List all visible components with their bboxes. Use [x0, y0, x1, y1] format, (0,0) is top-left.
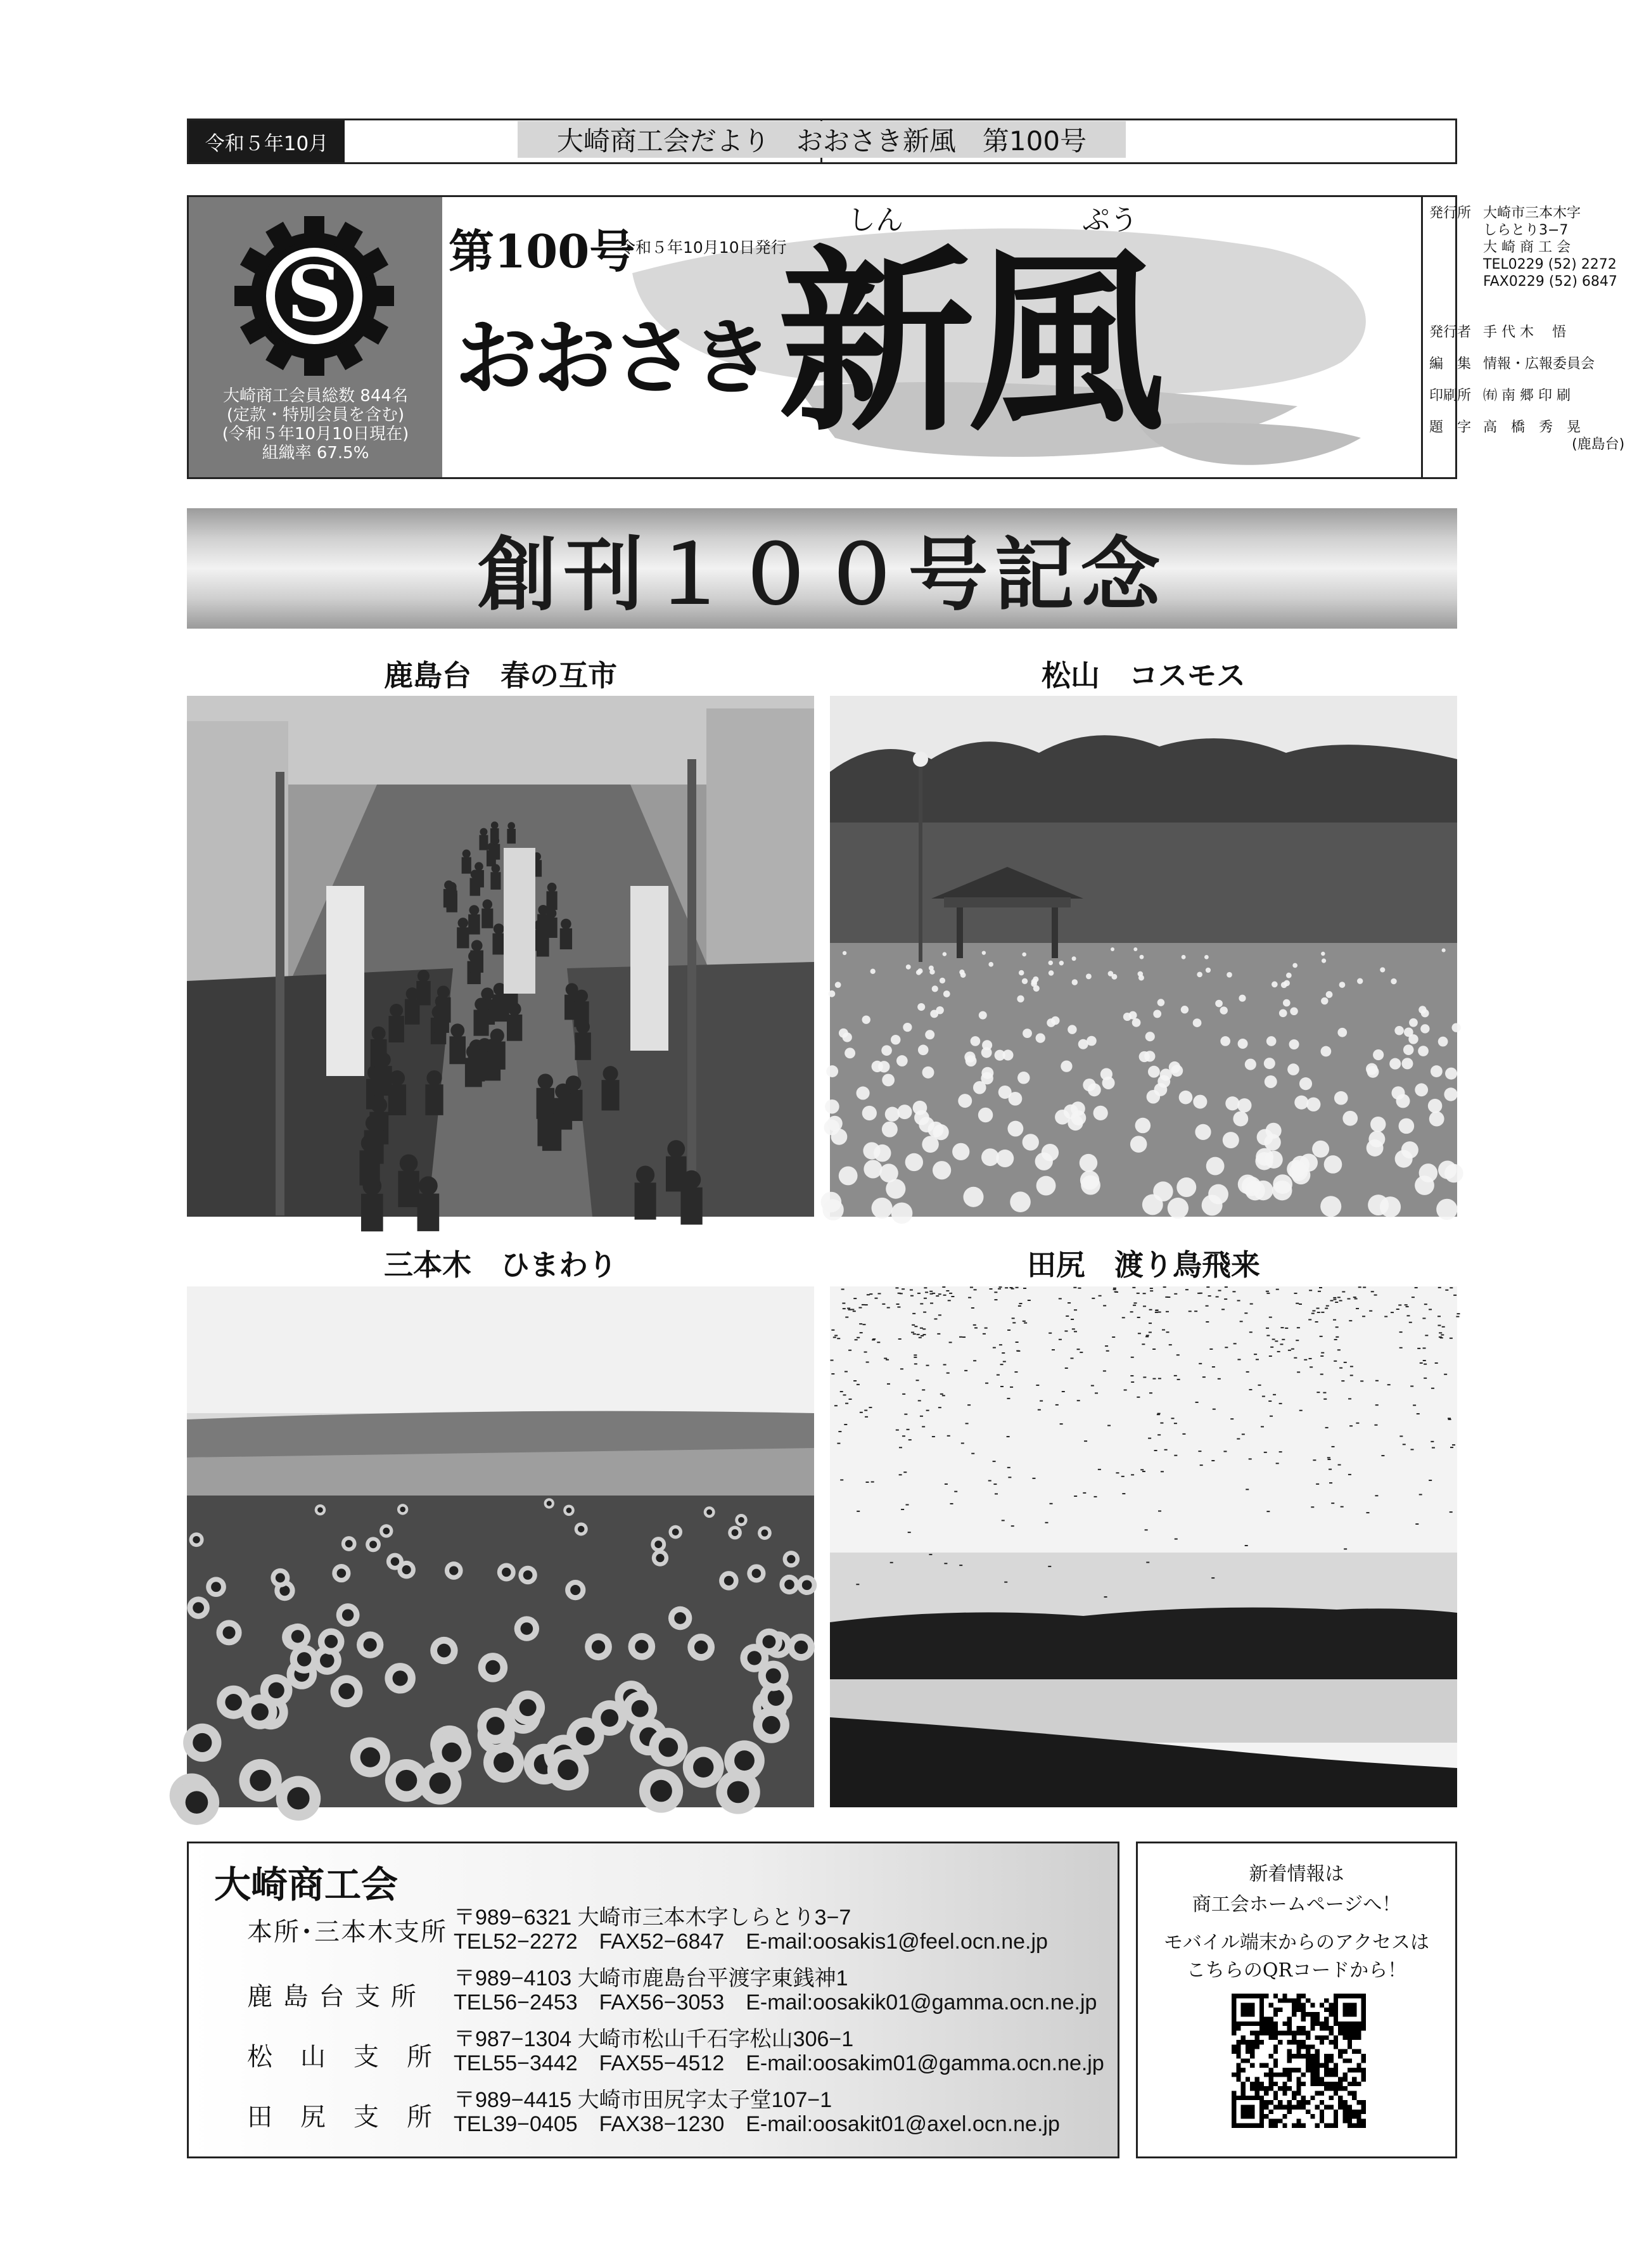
svg-text:S: S [286, 250, 342, 339]
publisher-value: しらとり3−7 [1483, 222, 1569, 238]
qr-text-line: 新着情報は [1249, 1863, 1344, 1885]
publisher-value: 情報・広報委員会 [1483, 356, 1595, 372]
publisher-value: 大崎市三本木字 [1483, 205, 1581, 221]
publisher-value: TEL0229 (52) 2272 [1483, 257, 1617, 272]
publisher-row [1429, 419, 1624, 453]
publisher-value: 大 崎 商 工 会 [1483, 240, 1571, 255]
contact-box [187, 1842, 1119, 2158]
photo-sunflower [187, 1286, 814, 1807]
publisher-value: FAX0229 (52) 6847 [1483, 274, 1617, 290]
member-stat-line: 組織率 67.5% [262, 444, 369, 463]
anniversary-banner [187, 508, 1457, 629]
publisher-label: 発行所 [1429, 205, 1472, 221]
publisher-value: ㈲ 南 郷 印 刷 [1483, 388, 1571, 404]
photo-caption: 田尻 渡り鳥飛来 [1027, 1248, 1260, 1282]
publisher-row [1429, 205, 1617, 290]
qr-code-icon[interactable] [1232, 1994, 1366, 2128]
branch-address: 〒989−6321 大崎市三本木字しらとり3−7 [454, 1906, 851, 1930]
publisher-label: 発行者 [1429, 324, 1472, 340]
publisher-info [1421, 197, 1651, 477]
branch-address: 〒989−4103 大崎市鹿島台平渡字東銭神1 [454, 1966, 848, 1990]
title-ruby-2: ぷう [1082, 204, 1138, 236]
publisher-value: 手 代 木 悟 [1483, 324, 1566, 340]
branch-name: 鹿 島 台 支 所 [247, 1982, 418, 2011]
photo-market [187, 696, 814, 1217]
issue-date-label: 令和５年10月 [189, 120, 345, 162]
qr-text-line: 商工会ホームページへ！ [1192, 1893, 1401, 1916]
member-stat-line: (令和５年10月10日現在) [222, 425, 409, 444]
branch-phone: TEL55−3442 FAX55−4512 E-mail:oosakim01@gamma.ocn.ne.jp [454, 2051, 1104, 2075]
member-stat-line: 大崎商工会員総数 844名 [223, 387, 408, 406]
photo-birds [830, 1286, 1457, 1807]
masthead [187, 195, 1625, 479]
issue-number: 第100号 [449, 224, 635, 278]
branch-name: 田 尻 支 所 [247, 2103, 433, 2132]
photo-caption: 三本木 ひまわり [384, 1248, 617, 1282]
branch-address: 〒989−4415 大崎市田尻字太子堂107−1 [454, 2088, 832, 2112]
member-stat-line: (定款・特別会員を含む) [226, 406, 405, 425]
photo-caption: 鹿島台 春の互市 [384, 658, 617, 693]
publisher-row [1429, 387, 1571, 404]
publisher-row [1429, 324, 1566, 341]
publisher-value: 高 橋 秀 晃 [1483, 420, 1581, 435]
title-prefix: おおさき [455, 309, 770, 406]
branch-phone: TEL52−2272 FAX52−6847 E-mail:oosakis1@feel.ocn.ne.jp [454, 1930, 1048, 1954]
photo-cosmos [830, 696, 1457, 1217]
publisher-row [1429, 356, 1595, 373]
publisher-label: 編 集 [1429, 356, 1472, 372]
title-main: 新風 [778, 227, 1158, 458]
branch-name: 本所･三本木支所 [247, 1918, 447, 1947]
publisher-label: 印刷所 [1429, 388, 1472, 404]
photo-caption: 松山 コスモス [1042, 658, 1246, 693]
issue-date: 令和５年10月10日発行 [620, 238, 787, 257]
branch-phone: TEL56−2453 FAX56−3053 E-mail:oosakik01@gamma.ocn.ne.jp [454, 1990, 1097, 2015]
org-name: 大崎商工会 [214, 1863, 398, 1906]
qr-text-line: こちらのQRコードから！ [1186, 1959, 1407, 1982]
banner-title: 創刊１００号記念 [477, 528, 1167, 622]
title-area [442, 197, 1421, 477]
logo-panel [189, 197, 442, 477]
qr-box [1136, 1842, 1457, 2158]
publisher-value: (鹿島台) [1572, 437, 1625, 452]
branch-phone: TEL39−0405 FAX38−1230 E-mail:oosakit01@axel.ocn.ne.jp [454, 2112, 1060, 2136]
title-ruby-1: しん [848, 204, 903, 236]
qr-text-line: モバイル端末からのアクセスは [1163, 1932, 1430, 1954]
branch-address: 〒987−1304 大崎市松山千石字松山306−1 [454, 2027, 854, 2051]
gear-logo-icon [234, 216, 394, 376]
publisher-label: 題 字 [1429, 420, 1472, 435]
branch-name: 松 山 支 所 [247, 2042, 433, 2072]
series-title: 大崎商工会だより おおさき新風 第100号 [518, 121, 1126, 158]
